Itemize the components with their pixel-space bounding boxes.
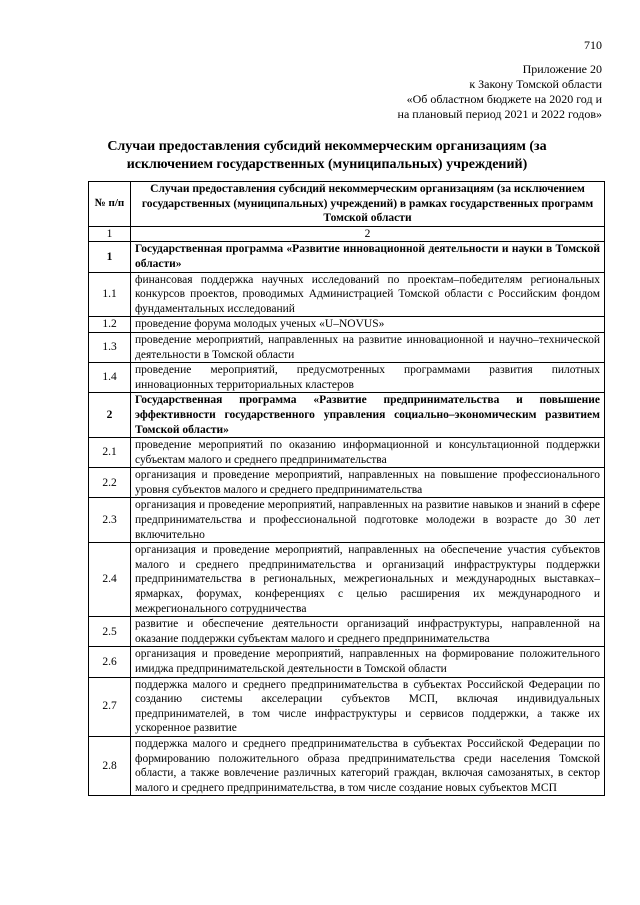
document-title: Случаи предоставления субсидий некоммерческим организациям (за исключением государственных (муниципальных) учреждений) (107, 139, 547, 172)
appendix-line-2: к Закону Томской области (469, 77, 602, 91)
row-number: 1.3 (89, 332, 131, 362)
row-text: организация и проведение мероприятий, направленных на развитие навыков и знаний в сфере предпринимательства и профессиональной подготовке молодежи в возрасте до 30 лет включительно (131, 498, 605, 543)
subsidy-cases-table (88, 181, 605, 796)
row-text: финансовая поддержка научных исследований по проектам–победителям региональных конкурсов проектов, проводимых Администрацией Томской области с Российским фондом фундаментальных исследований (131, 272, 605, 317)
table-header-row (89, 182, 605, 227)
row-text: поддержка малого и среднего предпринимательства в субъектах Российской Федерации по созданию системы акселерации субъектов МСП, включая индивидуальных предпринимателей, в том числе инфраструктуры и сервисов поддержки, а также их ускоренное развитие (131, 677, 605, 736)
row-text: Государственная программа «Развитие инновационной деятельности и науки в Томской области» (131, 242, 605, 272)
column-index-1: 1 (89, 226, 131, 242)
row-number: 1.2 (89, 317, 131, 333)
row-text: организация и проведение мероприятий, направленных на формирование положительного имиджа предпринимательской деятельности в Томской области (131, 647, 605, 677)
row-text: Государственная программа «Развитие предпринимательства и повышение эффективности государственного управления социально–экономическим развитием Томской области» (131, 393, 605, 438)
row-number: 2.7 (89, 677, 131, 736)
table-row (89, 242, 605, 272)
row-number: 1.4 (89, 363, 131, 393)
table-row (89, 317, 605, 333)
row-number: 2.8 (89, 736, 131, 795)
row-text: поддержка малого и среднего предпринимательства в субъектах Российской Федерации по формированию положительного образа предпринимательства среди населения Томской области, а также вовлечение различных категорий граждан, включая самозанятых, в сектор малого и среднего предпринимательства, в том числе создание новых субъектов МСП (131, 736, 605, 795)
row-text: организация и проведение мероприятий, направленных на обеспечение участия субъектов малого и среднего предпринимательства и организаций инфраструктуры поддержки предпринимательства в региональных, межрегиональных и международных выставках–ярмарках, форумах, конференциях с целью расширения их международного и межрегионального сотрудничества (131, 543, 605, 617)
appendix-heading (302, 62, 602, 122)
appendix-line-1: Приложение 20 (522, 62, 602, 76)
table-row (89, 647, 605, 677)
row-number: 2.5 (89, 617, 131, 647)
table-row (89, 543, 605, 617)
column-index-2: 2 (131, 226, 605, 242)
row-number: 1 (89, 242, 131, 272)
table-row (89, 677, 605, 736)
row-text: проведение форума молодых ученых «U–NOVUS» (131, 317, 605, 333)
table-row (89, 617, 605, 647)
row-number: 2.2 (89, 468, 131, 498)
row-number: 2.6 (89, 647, 131, 677)
table-row (89, 468, 605, 498)
appendix-line-4: на плановый период 2021 и 2022 годов» (397, 107, 602, 121)
table-row (89, 332, 605, 362)
table-row (89, 498, 605, 543)
row-number: 1.1 (89, 272, 131, 317)
column-index-row (89, 226, 605, 242)
appendix-line-3: «Об областном бюджете на 2020 год и (406, 92, 602, 106)
page-number: 710 (584, 38, 602, 52)
row-text: проведение мероприятий, направленных на развитие инновационной и научно–технической деятельности в Томской области (131, 332, 605, 362)
row-text: проведение мероприятий по оказанию информационной и консультационной поддержки субъектам малого и среднего предпринимательства (131, 438, 605, 468)
table-row (89, 272, 605, 317)
table-row (89, 363, 605, 393)
row-text: проведение мероприятий, предусмотренных программами развития пилотных инновационных территориальных кластеров (131, 363, 605, 393)
row-text: развитие и обеспечение деятельности организаций инфраструктуры, направленной на оказание поддержки субъектам малого и среднего предпринимательства (131, 617, 605, 647)
row-number: 2.3 (89, 498, 131, 543)
row-number: 2 (89, 393, 131, 438)
row-number: 2.1 (89, 438, 131, 468)
header-num-cell: № п/п (89, 182, 131, 227)
table-row (89, 393, 605, 438)
header-text-cell: Случаи предоставления субсидий некоммерческим организациям (за исключением государственных (муниципальных) учреждений) в рамках государственных программ Томской области (131, 182, 605, 227)
table-row (89, 438, 605, 468)
row-text: организация и проведение мероприятий, направленных на повышение профессионального уровня субъектов малого и среднего предпринимательства (131, 468, 605, 498)
row-number: 2.4 (89, 543, 131, 617)
table-row (89, 736, 605, 795)
